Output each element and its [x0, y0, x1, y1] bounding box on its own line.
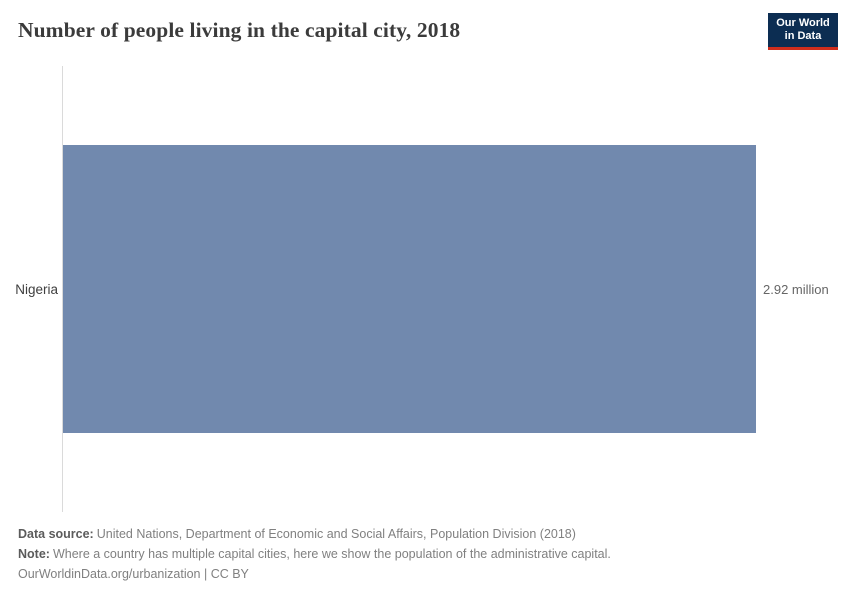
chart-header — [18, 13, 838, 50]
data-source-text: United Nations, Department of Economic and Social Affairs, Population Division (2018) — [96, 527, 576, 541]
note-line — [18, 544, 832, 564]
chart-title: Number of people living in the capital city, 2018 — [18, 18, 461, 42]
data-source-line — [18, 524, 832, 544]
owid-logo-line2: in Data — [784, 30, 822, 42]
chart-footer — [18, 524, 832, 584]
entity-label-nigeria[interactable]: Nigeria — [15, 281, 58, 297]
note-label: Note: — [18, 547, 50, 561]
value-label: 2.92 million — [763, 281, 829, 297]
owid-logo-line1: Our World — [776, 17, 830, 29]
note-text: Where a country has multiple capital cities, here we show the population of the administrative capital. — [52, 547, 611, 561]
bar[interactable] — [63, 145, 756, 433]
bar-row — [63, 145, 829, 433]
bar-chart — [0, 66, 850, 512]
credit-line[interactable]: OurWorldinData.org/urbanization | CC BY — [18, 567, 249, 581]
data-source-label: Data source: — [18, 527, 94, 541]
owid-logo[interactable] — [768, 13, 838, 50]
